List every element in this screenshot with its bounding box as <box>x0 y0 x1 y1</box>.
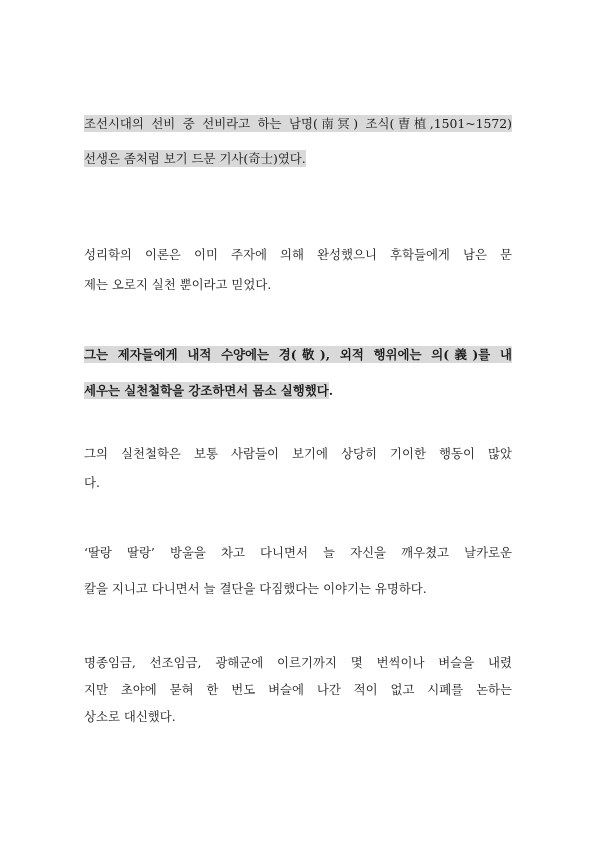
highlighted-text: 선생은 좀처럼 보기 드문 기사(奇士)였다. <box>84 151 306 166</box>
highlighted-text: 그는 제자들에게 내적 수양에는 경(敬), 외적 행위에는 의(義)를 내 <box>84 347 512 362</box>
paragraph-6-line-3: 상소로 대신했다. <box>84 709 176 724</box>
paragraph-6-line-2: 지만 초야에 묻혀 한 번도 벼슬에 나간 적이 없고 시폐를 논하는 <box>84 682 512 697</box>
paragraph-6-line-1: 명종임금, 선조임금, 광해군에 이르기까지 몇 번씩이나 벼슬을 내렸 <box>84 655 512 670</box>
paragraph-2-line-1: 성리학의 이론은 이미 주자에 의해 완성했으니 후학들에게 남은 문 <box>84 247 512 262</box>
paragraph-3-line-1 <box>84 346 512 364</box>
highlighted-text: 조선시대의 선비 중 선비라고 하는 남명(南冥) 조식(曺植,1501~1572) <box>84 116 512 131</box>
paragraph-1-line-2 <box>84 150 512 168</box>
highlighted-text: 세우는 실천철학을 강조하면서 몸소 실행했다 <box>84 383 329 398</box>
paragraph-4-line-1: 그의 실천철학은 보통 사람들이 보기에 상당히 기이한 행동이 많았 <box>84 446 512 461</box>
paragraph-4-line-2: 다. <box>84 475 100 490</box>
paragraph-3-line-2 <box>84 382 512 400</box>
paragraph-5-line-1: ‘딸랑 딸랑’ 방울을 차고 다니면서 늘 자신을 깨우쳤고 날카로운 <box>84 545 512 560</box>
paragraph-5-line-2: 칼을 지니고 다니면서 늘 결단을 다짐했다는 이야기는 유명하다. <box>84 581 427 596</box>
paragraph-2-line-2: 제는 오로지 실천 뿐이라고 믿었다. <box>84 277 272 292</box>
sentence-period: . <box>328 383 334 398</box>
paragraph-1-line-1 <box>84 115 512 133</box>
